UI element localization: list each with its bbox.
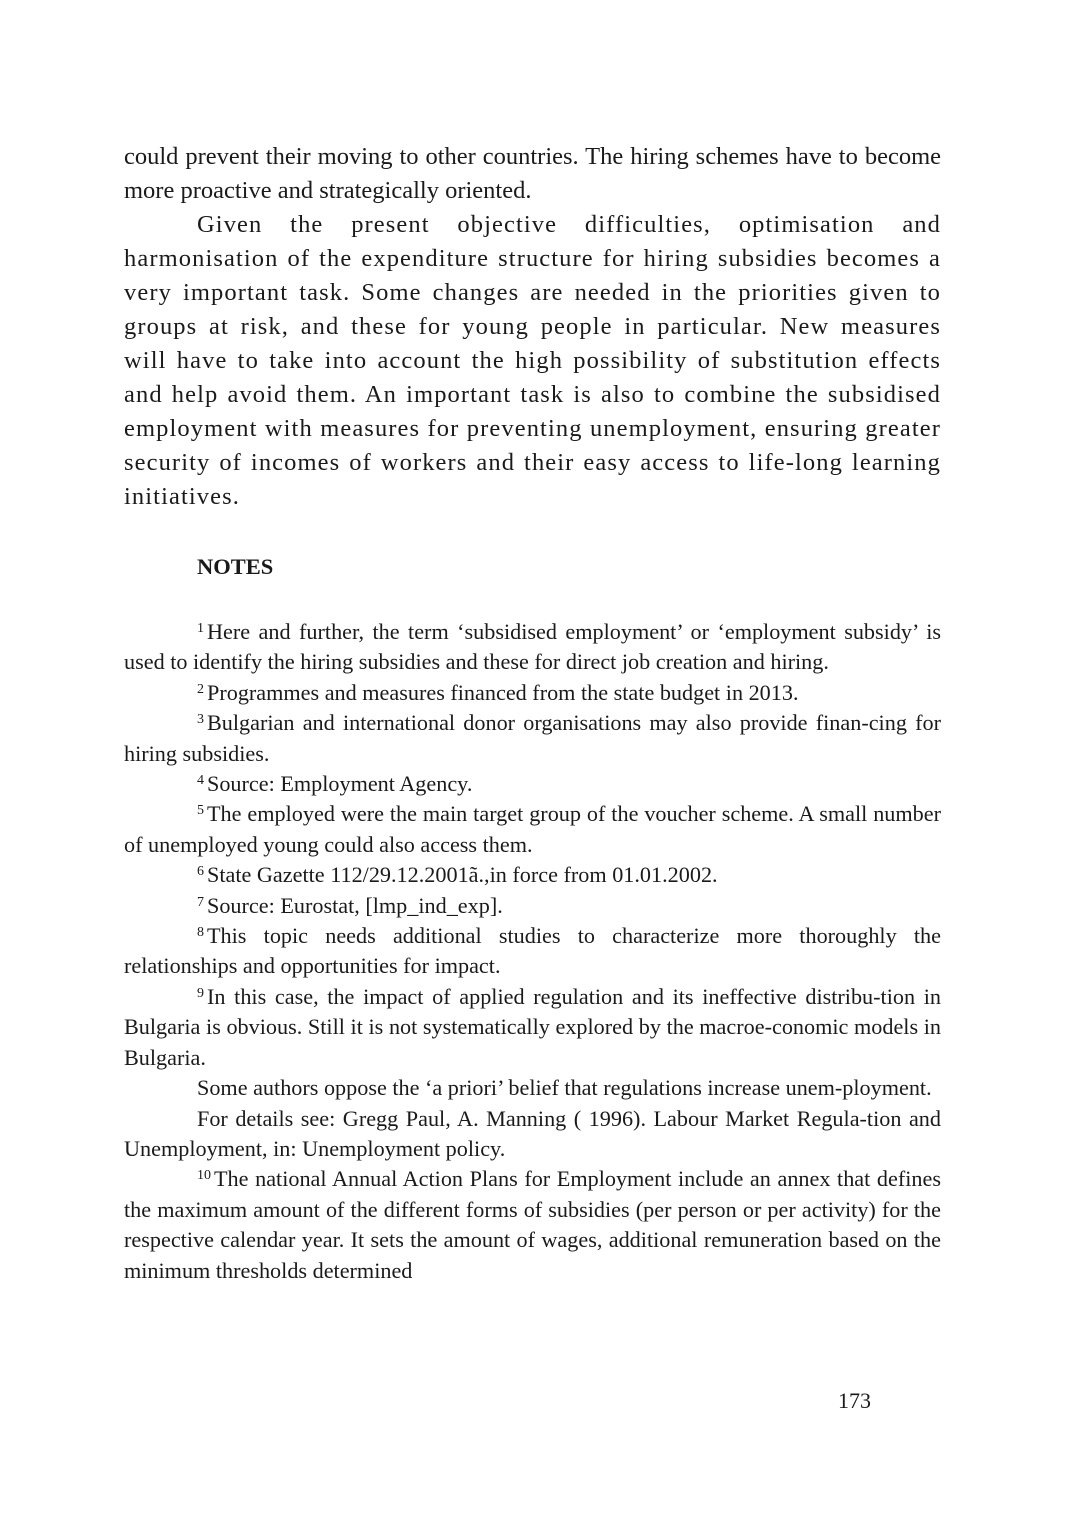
footnote-continuation [124,1073,941,1103]
notes-list [124,617,941,1286]
footnote-text: In this case, the impact of applied regulation and its ineffective distribu-tion in Bulgaria is obvious. Still it is not systematically explored by the macroe-conomic models in Bulgaria. [124,983,941,1070]
footnote [124,1164,941,1286]
footnote-continuation [124,1104,941,1165]
footnote-number: 9 [197,985,204,1001]
footnote-text: Here and further, the term ‘subsidised employment’ or ‘employment subsidy’ is used to identify the hiring subsidies and these for direct job creation and hiring. [124,619,941,675]
page-number: 173 [838,1388,871,1413]
footnote-number: 1 [197,621,204,636]
footnote-text: The national Annual Action Plans for Employment include an annex that defines the maximum amount of the different forms of subsidies (per person or per activity) for the respective calendar year. It sets the amount of wages, additional remuneration based on the minimum thresholds determined [124,1166,941,1283]
footnote [124,708,941,769]
footnote [124,678,941,708]
footnote-number: 10 [197,1168,211,1184]
footnote-number: 6 [197,864,204,880]
footnote [124,617,941,678]
footnote [124,891,941,921]
footnote [124,860,941,890]
page-content [124,140,941,1286]
footnote [124,921,941,982]
footnote-number: 2 [197,681,204,697]
footnote [124,799,941,860]
footnote [124,769,941,799]
body-paragraph: Given the present objective difficulties, optimisation and harmonisation of the expenditure structure for hiring subsidies becomes a very important task. Some changes are needed in the priorities given to groups at risk, and these for young people in particular. New measures will have to take into account the high possibility of substitution effects and help avoid them. An important task is also to combine the subsidised employment with measures for preventing unemployment, ensuring greater security of incomes of workers and their easy access to life-long learning initiatives. [124,211,941,510]
footnote-number: 8 [197,925,204,941]
footnote-text: Source: Eurostat, [lmp_ind_exp]. [207,892,503,918]
footnote-text: Programmes and measures financed from the state budget in 2013. [207,679,799,705]
footnote [124,982,941,1073]
footnote-number: 7 [197,894,204,910]
footnote-number: 5 [197,803,204,819]
footnote-text: Source: Employment Agency. [207,771,473,797]
footnote-number: 4 [197,773,204,789]
footnote-number: 3 [197,712,204,728]
footnote-text: For details see: Gregg Paul, A. Manning ( 1996). Labour Market Regula-tion and Unemployment, in: Unemployment policy. [124,1105,941,1161]
notes-heading: NOTES [197,554,274,579]
footnote-text: State Gazette 112/29.12.2001ã.,in force from 01.01.2002. [207,862,718,888]
body-text [124,140,941,514]
footnote-text: Some authors oppose the ‘a priori’ belief that regulations increase unem-ployment. [197,1075,932,1101]
footnote-text: Bulgarian and international donor organisations may also provide finan-cing for hiring subsidies. [124,710,941,766]
body-paragraph: could prevent their moving to other countries. The hiring schemes have to become more proactive and strategically oriented. [124,143,941,204]
footnote-text: This topic needs additional studies to characterize more thoroughly the relationships and opportunities for impact. [124,923,941,979]
footnote-text: The employed were the main target group of the voucher scheme. A small number of unemployed young could also access them. [124,801,941,857]
